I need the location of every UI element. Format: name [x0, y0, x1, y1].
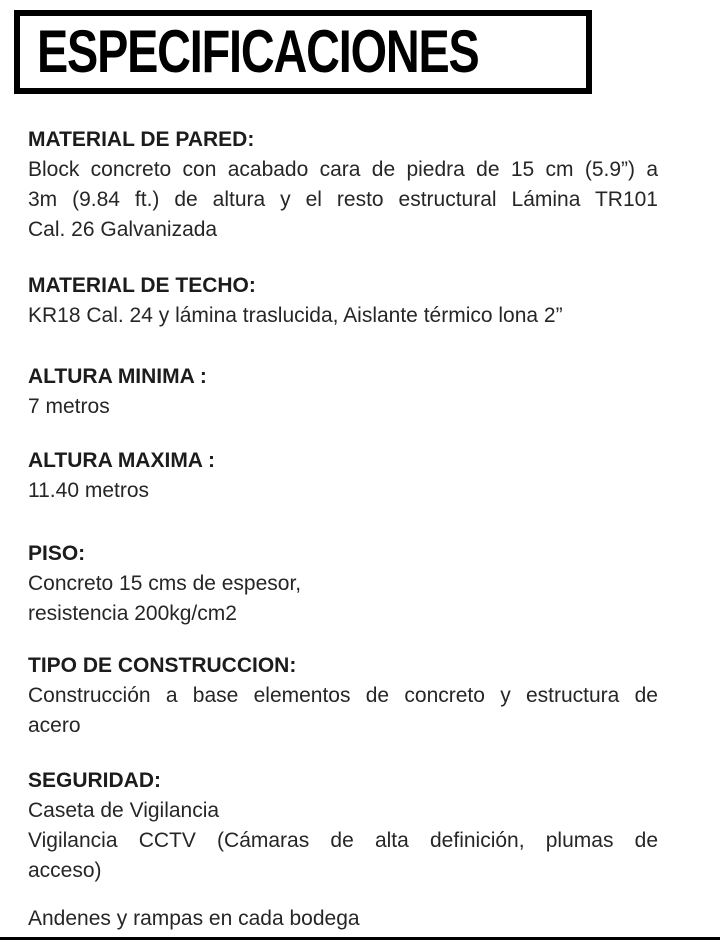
spec-line: Concreto 15 cms de espesor,	[28, 572, 302, 595]
section-altura-minima	[28, 362, 658, 422]
spec-line: resistencia 200kg/cm2	[28, 602, 237, 625]
section-heading-piso: PISO:	[28, 542, 86, 565]
spec-line: Construcción a base elementos de concreto y estructura de	[28, 684, 658, 707]
section-heading-material-techo: MATERIAL DE TECHO:	[28, 274, 256, 297]
section-seguridad	[28, 766, 658, 886]
spec-line: 3m (9.84 ft.) de altura y el resto estructural Lámina TR101	[28, 188, 658, 211]
bottom-divider-line	[0, 937, 720, 940]
section-heading-seguridad: SEGURIDAD:	[28, 769, 162, 792]
page-title: ESPECIFICACIONES	[37, 18, 479, 85]
spec-line: 11.40 metros	[28, 479, 150, 502]
section-material-pared	[28, 125, 658, 245]
document-content	[28, 125, 658, 934]
section-tipo-construccion	[28, 651, 658, 741]
section-heading-material-pared: MATERIAL DE PARED:	[28, 128, 255, 151]
spec-line: Caseta de Vigilancia	[28, 799, 220, 822]
section-material-techo	[28, 271, 658, 331]
section-heading-tipo-construccion: TIPO DE CONSTRUCCION:	[28, 654, 297, 677]
section-altura-maxima	[28, 446, 658, 506]
section-andenes	[28, 904, 658, 934]
spec-line: Vigilancia CCTV (Cámaras de alta definición, plumas de	[28, 829, 658, 852]
title-box	[14, 10, 592, 94]
spec-line: acceso)	[28, 859, 102, 882]
spec-line: Andenes y rampas en cada bodega	[28, 907, 360, 930]
spec-line: Cal. 26 Galvanizada	[28, 218, 218, 241]
spec-line: acero	[28, 714, 81, 737]
section-heading-altura-minima: ALTURA MINIMA :	[28, 365, 207, 388]
section-heading-altura-maxima: ALTURA MAXIMA :	[28, 449, 216, 472]
spec-line: 7 metros	[28, 395, 110, 418]
section-piso	[28, 539, 658, 629]
spec-line: Block concreto con acabado cara de piedra de 15 cm (5.9”) a	[28, 158, 658, 181]
spec-line: KR18 Cal. 24 y lámina traslucida, Aislante térmico lona 2”	[28, 304, 563, 327]
